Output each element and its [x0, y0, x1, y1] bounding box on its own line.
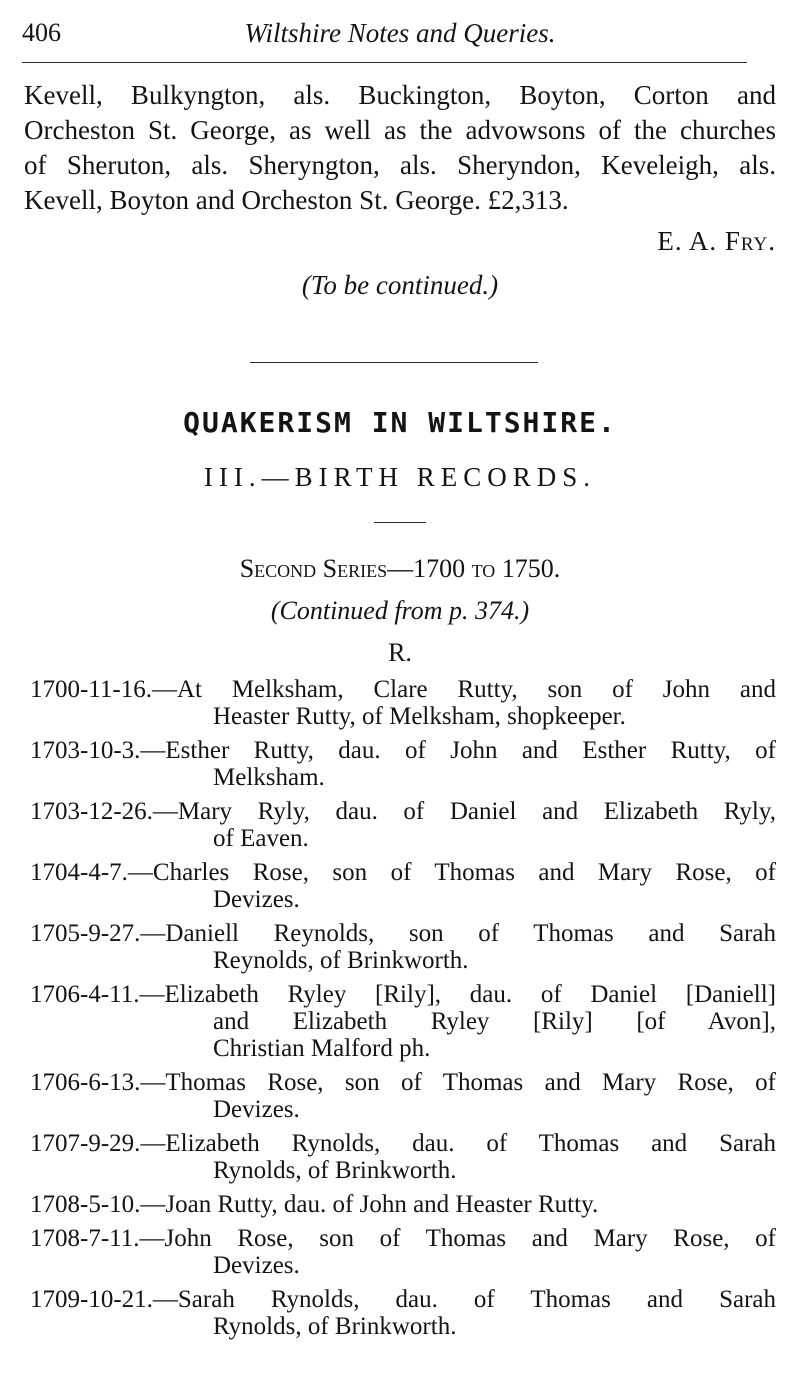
page-number: 406: [22, 18, 61, 47]
birth-record-entry: [30, 1191, 776, 1218]
series-heading: Second Series—1700 to 1750.: [239, 554, 561, 583]
entry-line: Christian Malford ph.: [213, 1035, 431, 1062]
header-rule: [22, 62, 747, 63]
entry-line: 1703-12-26.—Mary Ryly, dau. of Daniel and Elizabeth Ryly,: [30, 798, 776, 825]
birth-record-entry: [30, 676, 776, 730]
birth-record-entry: [30, 981, 776, 1062]
birth-record-entry: [30, 1225, 776, 1279]
entry-line: 1700-11-16.—At Melksham, Clare Rutty, son of John and: [30, 676, 776, 703]
birth-record-entry: [30, 859, 776, 913]
to-be-continued: (To be continued.): [301, 270, 499, 300]
paragraph-line: Orcheston St. George, as well as the advowsons of the churches: [24, 115, 776, 145]
section-divider-rule: [250, 362, 538, 363]
birth-record-entry: [30, 798, 776, 852]
short-divider-rule: [374, 522, 426, 523]
entry-line: and Elizabeth Ryley [Rily] [of Avon],: [213, 1008, 776, 1035]
entry-line: Devizes.: [213, 886, 300, 913]
entry-line: 1707-9-29.—Elizabeth Rynolds, dau. of Thomas and Sarah: [30, 1130, 776, 1157]
entry-line: Melksham.: [213, 764, 325, 791]
signature-surname: Fry.: [724, 226, 776, 256]
signature-initials: E. A.: [657, 226, 718, 256]
running-title: Wiltshire Notes and Queries.: [244, 18, 556, 48]
entry-line: Devizes.: [213, 1096, 300, 1123]
birth-record-entry: [30, 1069, 776, 1123]
entry-line: 1705-9-27.—Daniell Reynolds, son of Thomas and Sarah: [30, 920, 776, 947]
paragraph-line: Kevell, Bulkyngton, als. Buckington, Boyton, Corton and: [24, 80, 776, 110]
continued-from-note: (Continued from p. 374.): [270, 596, 530, 625]
entry-line: 1706-6-13.—Thomas Rose, son of Thomas and Mary Rose, of: [30, 1069, 776, 1096]
birth-record-list: [30, 676, 776, 1347]
birth-record-entry: [30, 920, 776, 974]
entry-line: of Eaven.: [213, 825, 309, 852]
paragraph-line: Kevell, Boyton and Orcheston St. George. £2,313.: [24, 185, 569, 215]
entry-line: Devizes.: [213, 1252, 300, 1279]
entry-line: 1703-10-3.—Esther Rutty, dau. of John and Esther Rutty, of: [30, 737, 776, 764]
section-title: QUAKERISM IN WILTSHIRE.: [183, 406, 617, 439]
entry-line: 1704-4-7.—Charles Rose, son of Thomas and Mary Rose, of: [30, 859, 776, 886]
entry-line: Heaster Rutty, of Melksham, shopkeeper.: [213, 703, 626, 730]
birth-record-entry: [30, 1130, 776, 1184]
birth-record-entry: [30, 1286, 776, 1340]
section-subtitle: III.—BIRTH RECORDS.: [203, 462, 597, 492]
entry-line: 1706-4-11.—Elizabeth Ryley [Rily], dau. of Daniel [Daniell]: [30, 981, 776, 1008]
entry-line: Reynolds, of Brinkworth.: [213, 947, 469, 974]
continued-paragraph: [24, 78, 776, 218]
birth-record-entry: [30, 737, 776, 791]
running-head: [22, 14, 778, 48]
entry-line: 1709-10-21.—Sarah Rynolds, dau. of Thomas and Sarah: [30, 1286, 776, 1313]
entry-line: Rynolds, of Brinkworth.: [213, 1313, 457, 1340]
author-signature: [657, 226, 776, 257]
paragraph-line: of Sheruton, als. Sheryngton, als. Sheryndon, Keveleigh, als.: [24, 150, 776, 180]
alphabet-letter-heading: R.: [388, 638, 412, 667]
entry-line: Rynolds, of Brinkworth.: [213, 1157, 457, 1184]
entry-line: 1708-7-11.—John Rose, son of Thomas and Mary Rose, of: [30, 1225, 776, 1252]
entry-line: 1708-5-10.—Joan Rutty, dau. of John and Heaster Rutty.: [30, 1191, 599, 1218]
